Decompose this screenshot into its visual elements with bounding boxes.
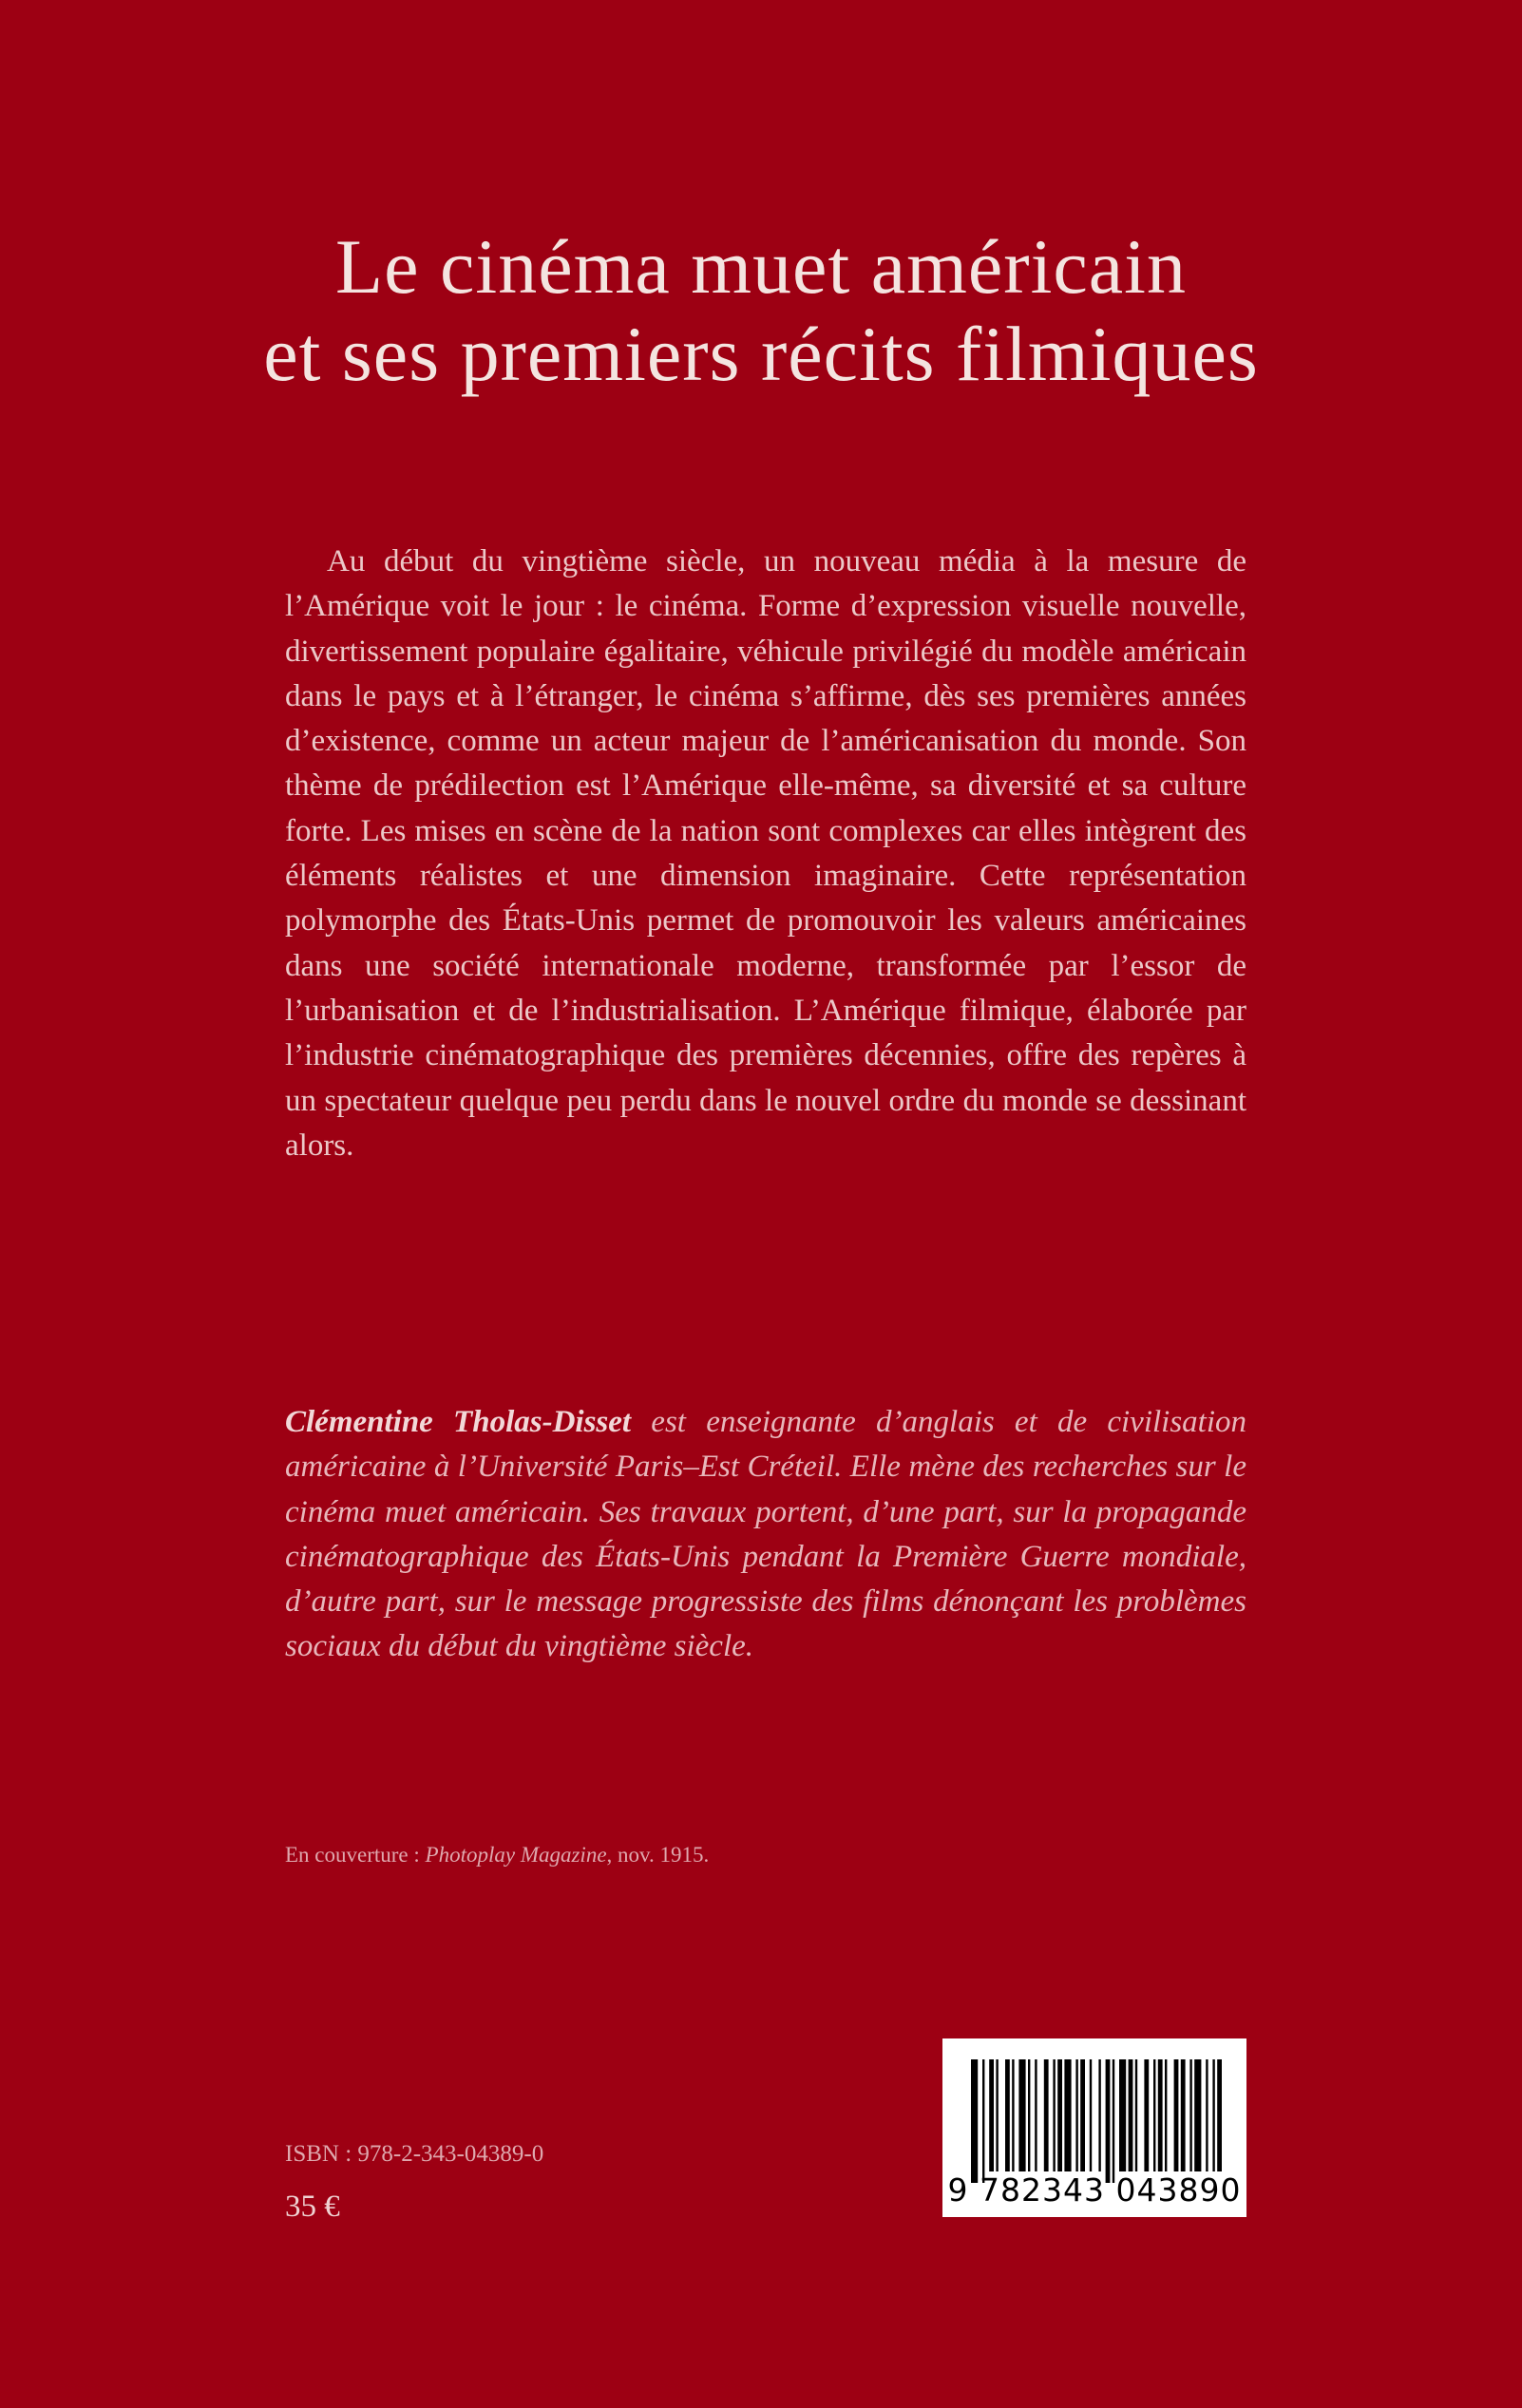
barcode-bar [1135,2059,1137,2171]
barcode-bar [1053,2059,1055,2171]
barcode-bar [1144,2059,1149,2171]
barcode-bar [1165,2059,1167,2171]
barcode-bar [1090,2059,1092,2171]
cover-credit-source: Photoplay Magazine [425,1843,607,1867]
barcode-bar [1035,2059,1037,2171]
barcode-bar [1012,2059,1014,2171]
barcode-bar [1189,2059,1191,2171]
barcode-bar [1206,2059,1208,2171]
barcode [942,2038,1246,2217]
barcode-bar [1028,2059,1030,2171]
cover-credit [285,1841,709,1869]
barcode-bar [989,2059,994,2171]
author-name: Clémentine Tholas-Disset [285,1405,632,1439]
barcode-digits: 9 782343 043890 [947,2171,1242,2209]
book-title-line-1: Le cinéma muet américain [335,223,1187,310]
barcode-bar [1005,2059,1010,2171]
barcode-bar [1018,2059,1025,2171]
cover-credit-suffix: , nov. 1915. [606,1843,710,1867]
barcode-bar [1194,2059,1201,2171]
isbn: ISBN : 978-2-343-04389-0 [285,2141,544,2167]
barcode-bar [1044,2059,1049,2171]
barcode-bar [1119,2059,1126,2171]
barcode-bar [996,2059,998,2171]
barcode-bar [1057,2059,1062,2171]
cover-credit-prefix: En couverture : [285,1843,426,1867]
book-title [0,223,1522,398]
barcode-bar [1106,2059,1111,2183]
barcode-bar [1075,2059,1077,2171]
barcode-bar [1098,2059,1100,2171]
barcode-bar [1064,2059,1071,2171]
book-summary: Au début du vingtième siècle, un nouveau média à la mesure de l’Amérique voit le jour : le cinéma. Forme d’expression visuelle nouvelle, divertissement populaire égalitaire, véhicule privilégié du modèle américain dans le pays et à l’étranger, le cinéma s’affirme, dès ses premières années d’existence, comme un acteur majeur de l’américanisation du monde. Son thème de prédilection est l’Amérique elle-même, sa diversité et sa culture forte. Les mises en scène de la nation sont complexes car elles intègrent des éléments réalistes et une dimension imaginaire. Cette représentation polymorphe des États-Unis permet de promouvoir les valeurs américaines dans une société internationale moderne, transformée par l’essor de l’urbanisation et de l’industrialisation. L’Amérique filmique, élaborée par l’industrie cinématographique des premières décennies, offre des repères à un spectateur quelque peu perdu dans le nouvel ordre du monde se dessinant alors. [285,544,1246,1163]
barcode-bar [1174,2059,1179,2171]
barcode-bar [1217,2059,1222,2171]
barcode-bar [1212,2059,1214,2171]
price: 35 € [285,2190,340,2224]
barcode-bar [1080,2059,1085,2171]
barcode-bar [982,2059,984,2183]
author-bio [285,1400,1246,1670]
barcode-bar [1158,2059,1163,2171]
barcode-bar [1153,2059,1155,2171]
barcode-bar [1181,2059,1186,2171]
barcode-bar [1129,2059,1133,2171]
barcode-bar [1113,2059,1114,2183]
author-bio-text: est enseignante d’anglais et de civilisation américaine à l’Université Paris–Est Créteil. Elle mène des recherches sur le cinéma muet américain. Ses travaux portent, d’une part, sur la propagande cinématographique des États-Unis pendant la Première Guerre mondiale, d’autre part, sur le message progressiste des films dénonçant les problèmes sociaux du début du vingtième siècle. [285,1405,1246,1664]
barcode-bar [971,2059,978,2183]
book-title-line-2: et ses premiers récits filmiques [263,311,1259,397]
